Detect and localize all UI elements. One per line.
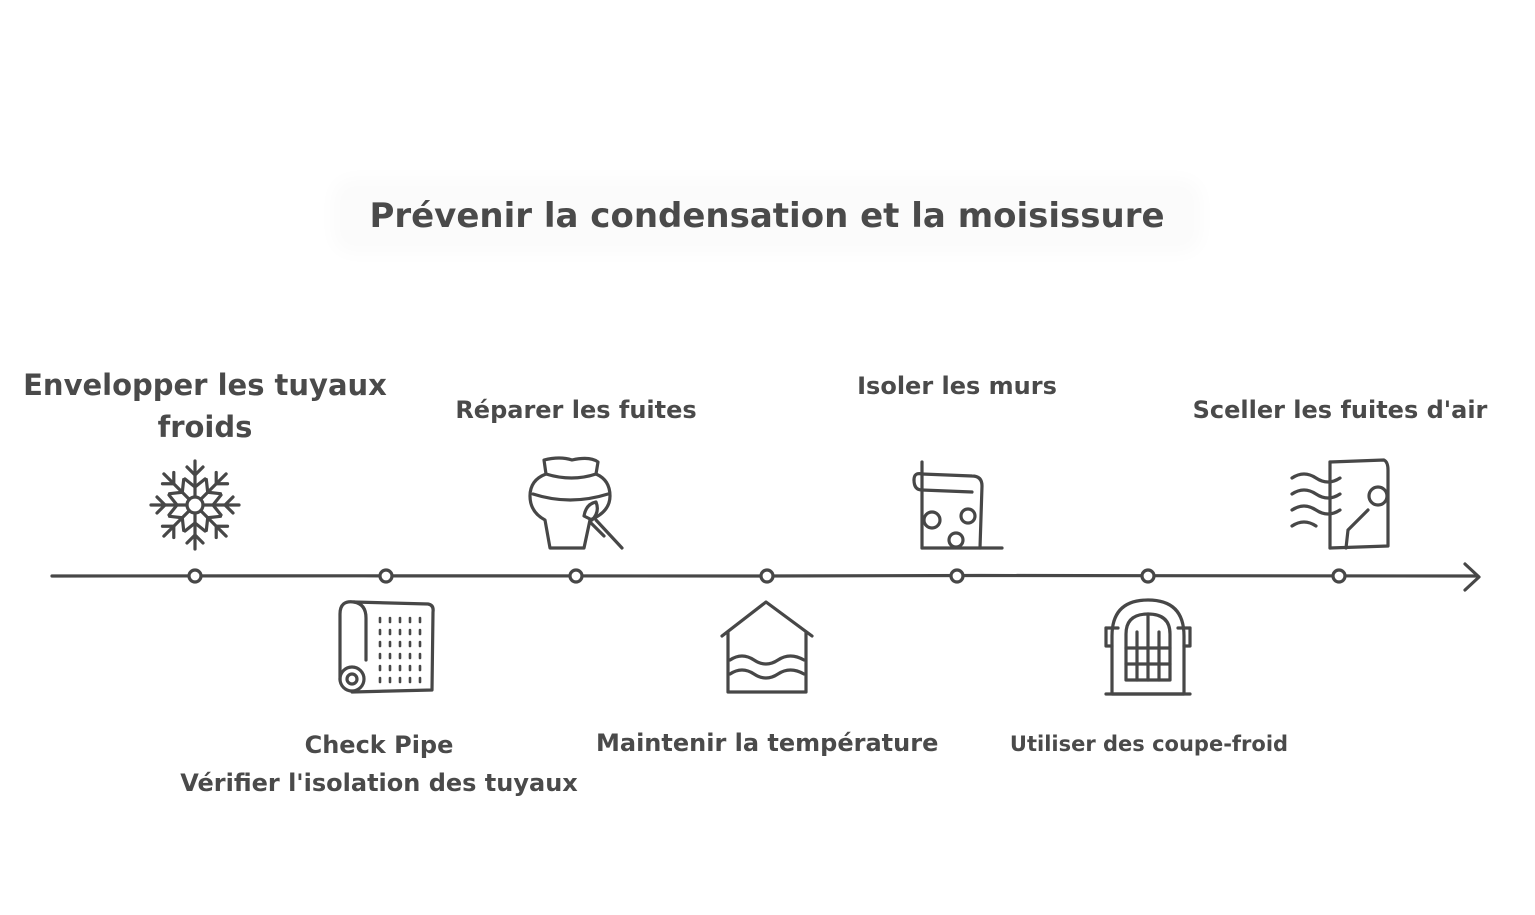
timeline-node-6	[1142, 570, 1154, 582]
vase-repair-icon	[530, 458, 622, 548]
step-label-check-pipe: Check Pipe Vérifier l'isolation des tuyaux	[180, 731, 578, 797]
step-label-maintenir: Maintenir la température	[596, 729, 939, 757]
insulation-roll-icon	[340, 602, 433, 692]
step-label-reparer: Réparer les fuites	[455, 396, 697, 424]
window-icon	[1106, 600, 1190, 694]
timeline-node-2	[380, 570, 392, 582]
air-seal-icon	[1292, 460, 1388, 548]
page-title: Prévenir la condensation et la moisissure	[342, 188, 1192, 244]
timeline-node-3	[570, 570, 582, 582]
timeline-node-4	[761, 570, 773, 582]
step-label-envelopper: Envelopper les tuyaux froids	[23, 368, 387, 444]
step-label-isoler: Isoler les murs	[857, 372, 1057, 400]
snowflake-icon	[151, 461, 239, 549]
wall-insulation-roll-icon	[914, 462, 1002, 548]
timeline-node-5	[951, 570, 963, 582]
step-label-sceller: Sceller les fuites d'air	[1192, 396, 1488, 424]
house-water-icon	[722, 602, 812, 692]
timeline-node-1	[189, 570, 201, 582]
step-label-coupe-froid: Utiliser des coupe-froid	[1009, 732, 1289, 756]
timeline-node-7	[1333, 570, 1345, 582]
